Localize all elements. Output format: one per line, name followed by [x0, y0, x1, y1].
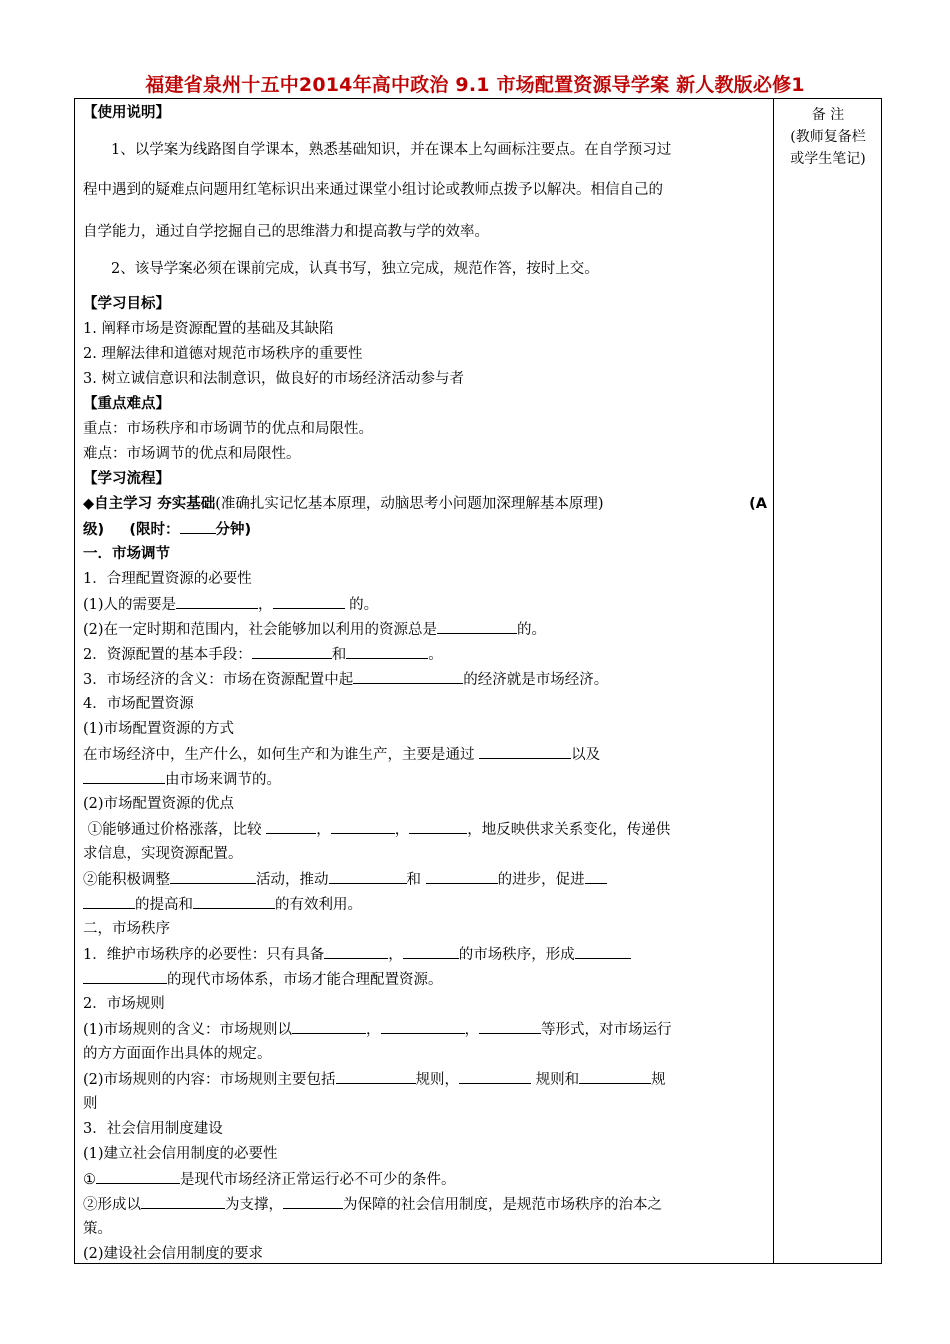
- text: 以及: [571, 747, 601, 763]
- self-study-line: [83, 494, 767, 514]
- text: 规则，: [415, 1072, 460, 1088]
- s1-line-5: [83, 669, 767, 690]
- text: 活动，推动: [256, 872, 329, 888]
- fill-blank[interactable]: [83, 894, 135, 909]
- s1-line-14: [83, 894, 767, 915]
- s1-line-8: [83, 744, 767, 765]
- fill-blank[interactable]: [292, 1019, 366, 1034]
- text: (1)人的需要是: [83, 597, 177, 613]
- self-study-level-a: (A: [749, 496, 767, 512]
- usage-paragraph-1b: 程中遇到的疑难点问题用红笔标识出来通过课堂小组讨论或教师点拨予以解决。相信自己的: [83, 182, 663, 198]
- usage-paragraph-1a: 1、以学案为线路图自学课本，熟悉基础知识，并在课本上勾画标注要点。在自学预习过: [111, 142, 672, 158]
- s2-line-1: [83, 944, 767, 965]
- s2-line-3: 2．市场规则: [83, 996, 165, 1012]
- notes-column-header: [776, 104, 880, 170]
- s1-line-6: 4．市场配置资源: [83, 696, 194, 712]
- time-limit-line: [83, 519, 767, 540]
- s1-line-13: [83, 869, 767, 890]
- self-study-desc: (准确扎实记忆基本原理，动脑思考小问题加深理解基本原理): [215, 496, 604, 512]
- s1-line-7: (1)市场配置资源的方式: [83, 721, 235, 737]
- fill-blank[interactable]: [83, 769, 165, 784]
- text: 。: [428, 647, 443, 663]
- fill-blank[interactable]: [409, 819, 467, 834]
- text: 1．维护市场秩序的必要性：只有具备: [83, 947, 325, 963]
- text: 规: [651, 1072, 666, 1088]
- s3-line-1: 3．社会信用制度建设: [83, 1121, 223, 1137]
- keypoint-important: 重点：市场秩序和市场调节的优点和局限性。: [83, 421, 373, 437]
- fill-blank[interactable]: [96, 1169, 180, 1184]
- text: 和: [406, 872, 421, 888]
- usage-paragraph-2: 2、该导学案必须在课前完成，认真书写，独立完成，规范作答，按时上交。: [111, 261, 599, 277]
- fill-blank[interactable]: [283, 1194, 343, 1209]
- goal-2: 2. 理解法律和道德对规范市场秩序的重要性: [83, 346, 363, 362]
- s1-line-9: [83, 769, 767, 790]
- fill-blank[interactable]: [329, 869, 407, 884]
- fill-blank[interactable]: [585, 869, 607, 884]
- s2-line-7: 则: [83, 1096, 98, 1112]
- s2-line-5: 的方方面面作出具体的规定。: [83, 1046, 272, 1062]
- fill-blank[interactable]: [575, 944, 631, 959]
- goal-3: 3. 树立诚信意识和法制意识，做良好的市场经济活动参与者: [83, 371, 464, 387]
- text: 的进步，促进: [497, 872, 585, 888]
- text: (2)市场规则的内容：市场规则主要包括: [83, 1072, 336, 1088]
- text: ，: [388, 947, 403, 963]
- self-study-title: ◆自主学习 夯实基础: [83, 496, 216, 512]
- text: 的有效利用。: [275, 897, 362, 913]
- text: 等形式，对市场运行: [541, 1022, 672, 1038]
- text: ，: [394, 822, 410, 838]
- time-limit-unit: 分钟): [215, 522, 252, 538]
- text: 规则和: [535, 1072, 580, 1088]
- text: 的。: [517, 622, 547, 638]
- document-title: 福建省泉州十五中2014年高中政治 9.1 市场配置资源导学案 新人教版必修1: [145, 74, 805, 96]
- text: 为保障的社会信用制度，是规范市场秩序的治本之: [343, 1197, 662, 1213]
- fill-blank[interactable]: [83, 969, 167, 984]
- text: ②能积极调整: [83, 872, 170, 888]
- section-2-heading: 二，市场秩序: [83, 921, 170, 937]
- fill-blank[interactable]: [266, 819, 316, 834]
- fill-blank[interactable]: [459, 1069, 531, 1084]
- text: ，: [316, 822, 331, 838]
- s1-line-4: [83, 644, 767, 665]
- text: 的经济就是市场经济。: [463, 672, 609, 688]
- text: ，: [366, 1022, 381, 1038]
- s3-line-4: [83, 1194, 767, 1215]
- text: 在市场经济中，生产什么，如何生产和为谁生产，主要是通过: [83, 747, 475, 763]
- s3-line-6: (2)建设社会信用制度的要求: [83, 1246, 264, 1262]
- s1-line-11: [83, 819, 767, 840]
- fill-blank[interactable]: [170, 869, 256, 884]
- s1-line-3: [83, 619, 767, 640]
- text: ②形成以: [83, 1197, 141, 1213]
- text: 是现代市场经济正常运行必不可少的条件。: [180, 1172, 456, 1188]
- text: (1)市场规则的含义：市场规则以: [83, 1022, 293, 1038]
- fill-blank[interactable]: [324, 944, 388, 959]
- s2-line-6: [83, 1069, 767, 1090]
- text: 的提高和: [135, 897, 193, 913]
- text: 和: [331, 647, 347, 663]
- fill-blank[interactable]: [381, 1019, 465, 1034]
- fill-blank[interactable]: [193, 894, 275, 909]
- fill-blank[interactable]: [331, 819, 395, 834]
- usage-heading: 【使用说明】: [83, 105, 170, 121]
- fill-blank[interactable]: [346, 644, 428, 659]
- text: 为支撑，: [225, 1197, 283, 1213]
- text: (2)在一定时期和范围内，社会能够加以利用的资源总是: [83, 622, 438, 638]
- goals-heading: 【学习目标】: [83, 296, 170, 312]
- s3-line-2: (1)建立社会信用制度的必要性: [83, 1146, 278, 1162]
- keypoints-heading: 【重点难点】: [83, 396, 170, 412]
- fill-blank[interactable]: [273, 594, 345, 609]
- text: ，地反映供求关系变化，传递供: [467, 822, 671, 838]
- text: 的。: [349, 597, 379, 613]
- text: ，: [258, 597, 273, 613]
- fill-blank[interactable]: [579, 1069, 651, 1084]
- s1-line-12: 求信息，实现资源配置。: [83, 846, 243, 862]
- fill-blank[interactable]: [479, 744, 571, 759]
- fill-blank[interactable]: [403, 944, 459, 959]
- text: 3．市场经济的含义：市场在资源配置中起: [83, 672, 354, 688]
- notes-title: 备 注: [811, 107, 845, 123]
- fill-blank[interactable]: [353, 669, 463, 684]
- s1-line-1: 1．合理配置资源的必要性: [83, 571, 252, 587]
- goal-1: 1. 阐释市场是资源配置的基础及其缺陷: [83, 321, 334, 337]
- text: 的市场秩序，形成: [458, 947, 575, 963]
- text: ，: [464, 1022, 480, 1038]
- notes-subtitle-1: (教师复备栏: [790, 129, 866, 145]
- usage-paragraph-1c: 自学能力，通过自学挖掘自己的思维潜力和提高教与学的效率。: [83, 224, 489, 240]
- fill-blank[interactable]: [437, 619, 517, 634]
- fill-blank[interactable]: [176, 594, 258, 609]
- time-blank[interactable]: [180, 519, 216, 534]
- keypoint-difficult: 难点：市场调节的优点和局限性。: [83, 446, 301, 462]
- fill-blank[interactable]: [426, 869, 498, 884]
- section-1-heading: 一．市场调节: [83, 546, 170, 562]
- text: 2．资源配置的基本手段：: [83, 647, 252, 663]
- column-divider: [773, 98, 774, 1264]
- text: ①: [83, 1172, 96, 1188]
- notes-subtitle-2: 或学生笔记): [790, 151, 866, 167]
- time-limit-label: (限时：: [129, 522, 180, 538]
- s3-line-3: [83, 1169, 767, 1190]
- text: ①能够通过价格涨落，比较: [87, 822, 262, 838]
- s1-line-10: (2)市场配置资源的优点: [83, 796, 235, 812]
- s1-line-2: [83, 594, 767, 615]
- s2-line-4: [83, 1019, 767, 1040]
- level-label: 级): [83, 522, 105, 538]
- s2-line-2: [83, 969, 767, 990]
- flow-heading: 【学习流程】: [83, 471, 170, 487]
- fill-blank[interactable]: [252, 644, 332, 659]
- text: 由市场来调节的。: [165, 772, 281, 788]
- fill-blank[interactable]: [479, 1019, 541, 1034]
- fill-blank[interactable]: [141, 1194, 225, 1209]
- text: 的现代市场体系，市场才能合理配置资源。: [167, 972, 443, 988]
- fill-blank[interactable]: [336, 1069, 416, 1084]
- s3-line-5: 策。: [83, 1221, 112, 1237]
